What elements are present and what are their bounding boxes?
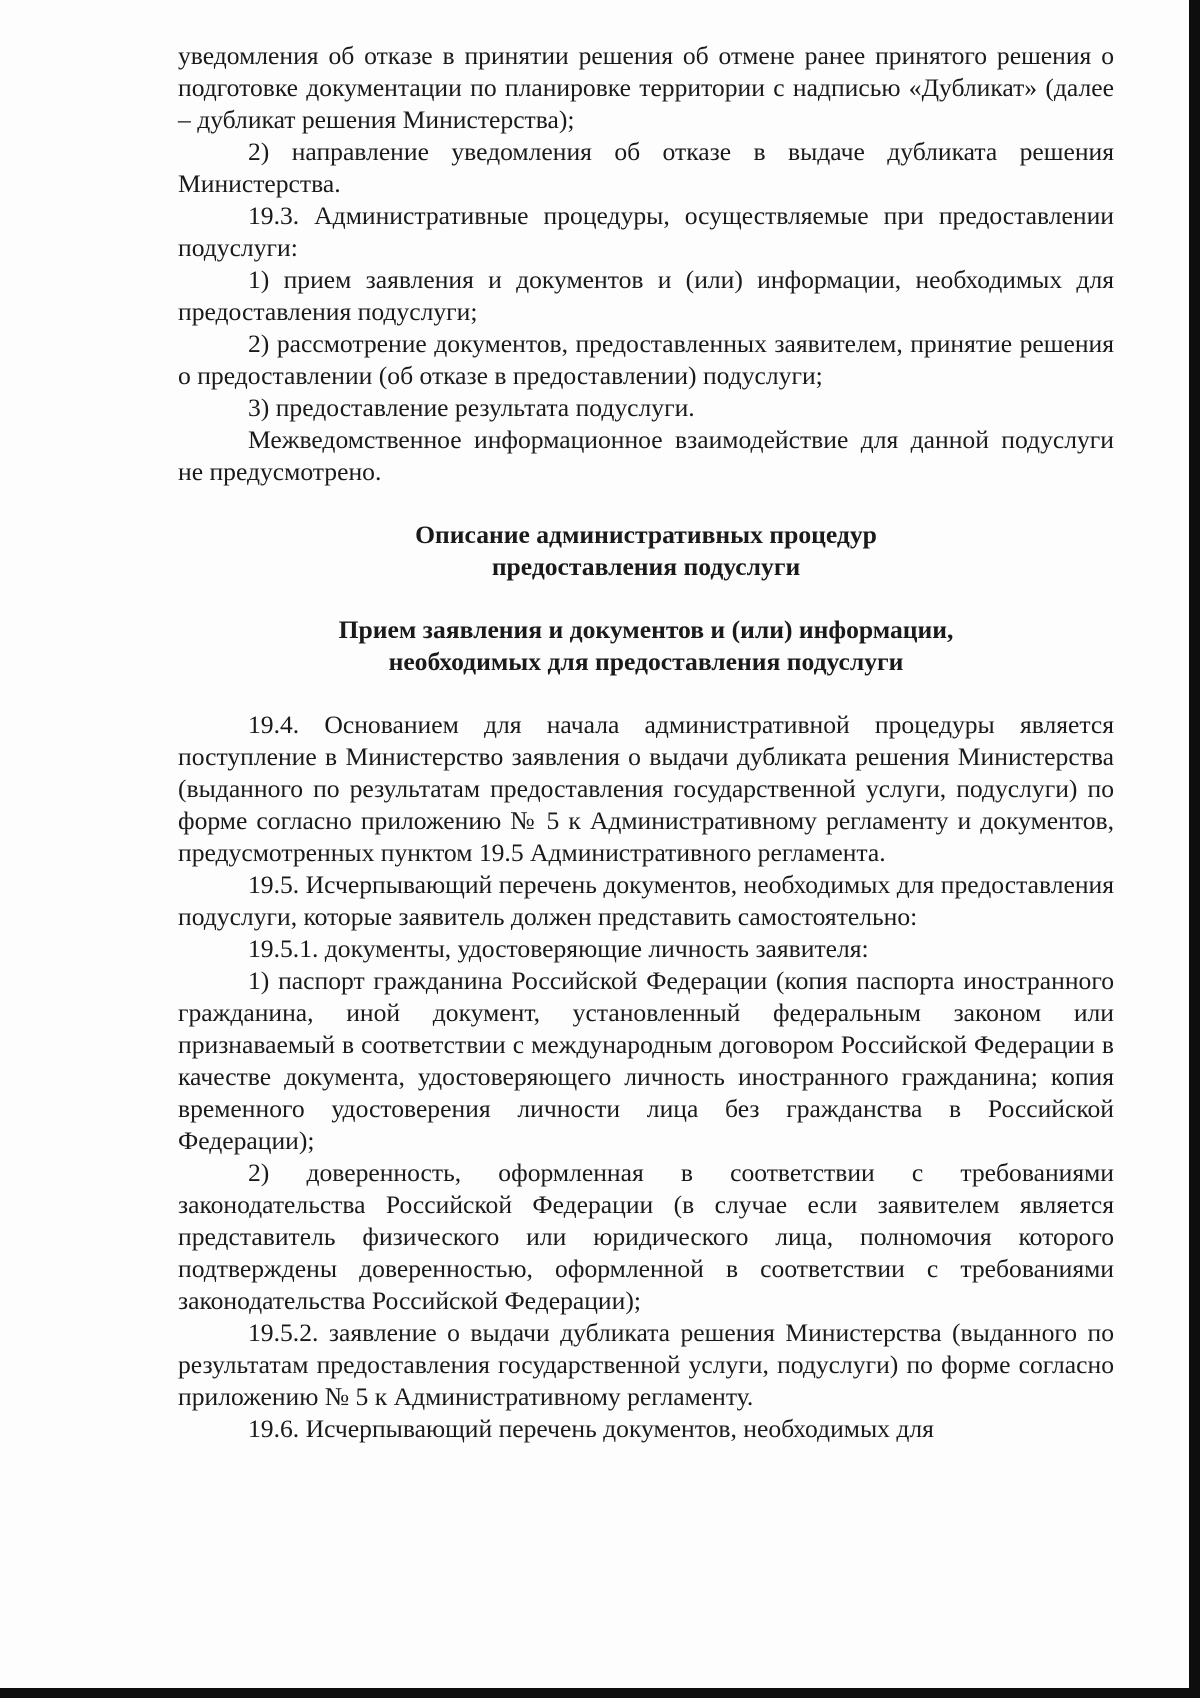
paragraph-procedure-3: 3) предоставление результата подуслуги.	[248, 393, 695, 422]
paragraph-item-2-notification: 2) направление уведомления об отказе в выдаче дубликата решения Министерства.	[178, 137, 1114, 198]
paragraph-19-6: 19.6. Исчерпывающий перечень документов, необходимых для	[248, 1414, 934, 1443]
paragraph-19-5: 19.5. Исчерпывающий перечень документов, необходимых для предоставления подуслуги, которые заявитель должен представить самостоятельно:	[178, 870, 1114, 931]
paragraph-passport: 1) паспорт гражданина Российской Федерации (копия паспорта иностранного гражданина, иной документ, установленный федеральным законом или признаваемый в соответствии с международным договором Российской Федерации в качестве документа, удостоверяющего личность иностранного гражданина; копия временного удостоверения личности лица без гражданства в Российской Федерации);	[178, 966, 1114, 1155]
paragraph-19-3: 19.3. Административные процедуры, осуществляемые при предоставлении подуслуги:	[178, 201, 1114, 262]
paragraph-19-5-1: 19.5.1. документы, удостоверяющие личность заявителя:	[248, 934, 869, 963]
subsection-heading-line-1: Прием заявления и документов и (или) информации,	[338, 615, 954, 644]
paragraph-procedure-2: 2) рассмотрение документов, предоставленных заявителем, принятие решения о предоставлении (об отказе в предоставлении) подуслуги;	[178, 329, 1114, 390]
paragraph-19-5-2: 19.5.2. заявление о выдачи дубликата решения Министерства (выданного по результатам предоставления государственной услуги, подуслуги) по форме согласно приложению № 5 к Административному регламенту.	[178, 1318, 1114, 1411]
section-heading	[178, 519, 1114, 583]
paragraph-procedure-1: 1) прием заявления и документов и (или) информации, необходимых для предоставления подуслуги;	[178, 265, 1114, 326]
section-heading-line-2: предоставления подуслуги	[491, 552, 801, 581]
document-body	[178, 40, 1114, 1445]
subsection-heading	[178, 614, 1114, 678]
section-heading-line-1: Описание административных процедур	[415, 520, 877, 549]
paragraph-interagency: Межведомственное информационное взаимодействие для данной подуслуги не предусмотрено.	[178, 425, 1114, 486]
paragraph-continuation: уведомления об отказе в принятии решения об отмене ранее принятого решения о подготовке документации по планировке территории с надписью «Дубликат» (далее – дубликат решения Министерства);	[178, 41, 1114, 134]
paragraph-power-of-attorney: 2) доверенность, оформленная в соответствии с требованиями законодательства Российской Федерации (в случае если заявителем является представитель физического или юридического лица, полномочия которого подтверждены доверенностью, оформленной в соответствии с требованиями законодательства Российской Федерации);	[178, 1158, 1114, 1315]
paragraph-19-4: 19.4. Основанием для начала административной процедуры является поступление в Министерство заявления о выдачи дубликата решения Министерства (выданного по результатам предоставления государственной услуги, подуслуги) по форме согласно приложению № 5 к Административному регламенту и документов, предусмотренных пунктом 19.5 Административного регламента.	[178, 710, 1114, 867]
subsection-heading-line-2: необходимых для предоставления подуслуги	[388, 647, 904, 676]
scan-edge-bottom	[0, 1688, 1200, 1698]
scan-edge-right	[1189, 0, 1200, 1698]
